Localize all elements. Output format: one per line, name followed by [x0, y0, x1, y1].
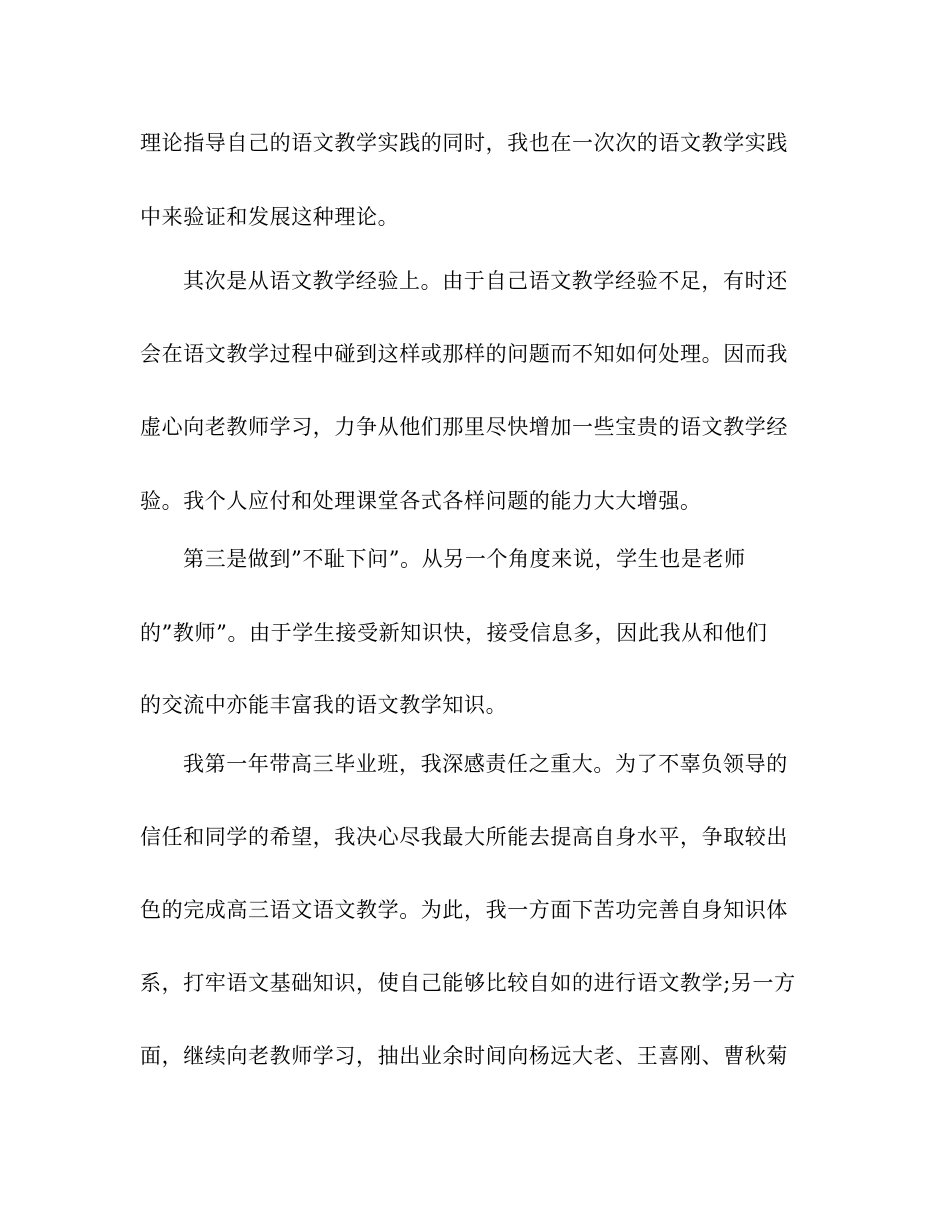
text-line: 验。我个人应付和处理课堂各式各样问题的能力大大增强。: [140, 489, 702, 513]
text-line: 中来验证和发展这种理论。: [140, 205, 400, 229]
text-line: 虚心向老教师学习，力争从他们那里尽快增加一些宝贵的语文教学经: [140, 415, 788, 439]
text-line: 理论指导自己的语文教学实践的同时，我也在一次次的语文教学实践: [140, 131, 788, 155]
paragraph-first-line: 其次是从语文教学经验上。由于自己语文教学经验不足，有时还: [183, 269, 788, 293]
text-line: 面，继续向老教师学习，抽出业余时间向杨远大老、王喜刚、曹秋菊: [140, 1044, 788, 1068]
paragraph-first-line: 我第一年带高三毕业班，我深感责任之重大。为了不辜负领导的: [183, 752, 788, 776]
text-line: 信任和同学的希望，我决心尽我最大所能去提高自身水平，争取较出: [140, 825, 788, 849]
text-line: 的交流中亦能丰富我的语文教学知识。: [140, 693, 508, 717]
text-line: 色的完成高三语文语文教学。为此，我一方面下苦功完善自身知识体: [140, 898, 788, 922]
text-line: 的”教师”。由于学生接受新知识快，接受信息多，因此我从和他们: [140, 621, 768, 645]
text-line: 系，打牢语文基础知识，使自己能够比较自如的进行语文教学;另一方: [140, 971, 796, 995]
text-line: 会在语文教学过程中碰到这样或那样的问题而不知如何处理。因而我: [140, 342, 788, 366]
paragraph-first-line: 第三是做到”不耻下问”。从另一个角度来说，学生也是老师: [183, 547, 746, 571]
